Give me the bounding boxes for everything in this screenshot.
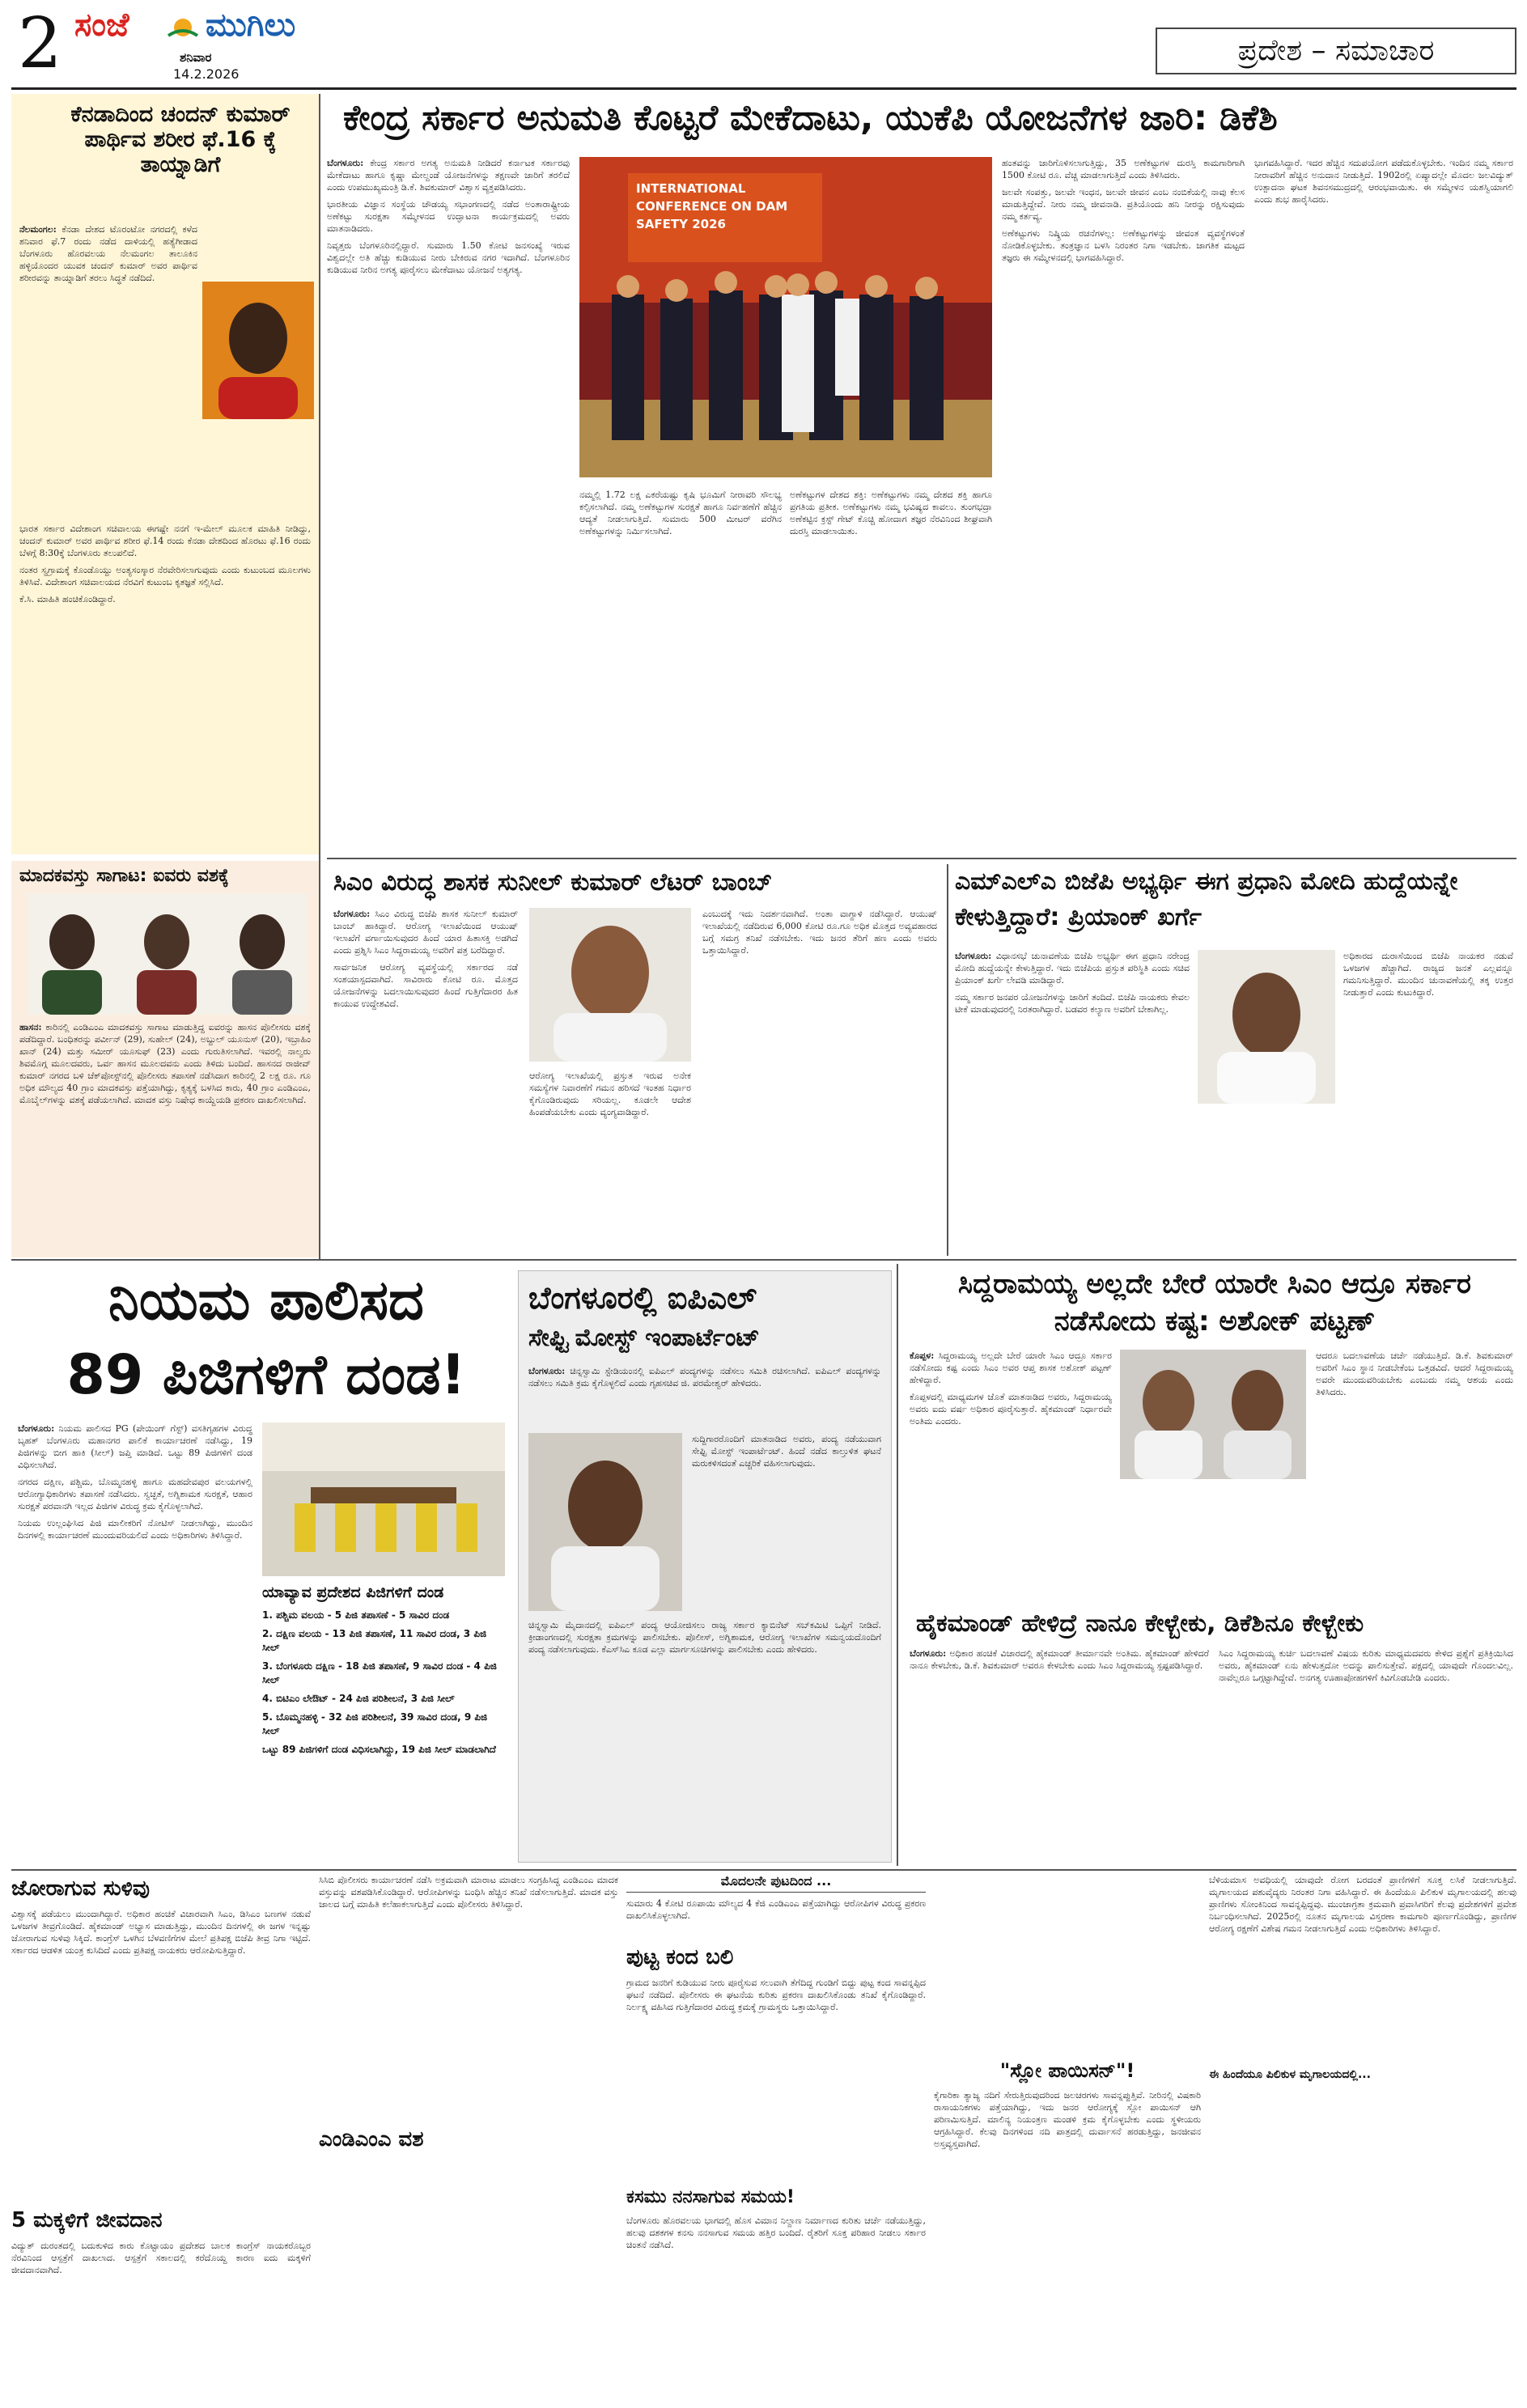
brief-headline: 5 ಮಕ್ಕಳಿಗೆ ಜೀವದಾನ xyxy=(11,2207,163,2232)
pg-headline-line1: ನಿಯಮ ಪಾಲಿಸದ xyxy=(108,1269,424,1333)
left-mid-headline: ಮಾದಕವಸ್ತು ಸಾಗಾಟ: ಐವರು ವಶಕ್ಕೆ xyxy=(19,866,229,886)
brief-body: ಬೆಳಿಯಮಾಸ ಅವಧಿಯಲ್ಲಿ ಯಾವುದೇ ರೋಗ ಬರದಂತೆ ಪ್ರಾಣಿಗಳಿಗೆ ಸೂಕ್ತ ಲಸಿಕೆ ನೀಡಲಾಗುತ್ತಿದೆ. ಮೃಗಾಲಯದ ಪಶುವೈದ್ಯರು ನಿರಂತರ ನಿಗಾ ವಹಿಸಿದ್ದಾರೆ. ಈ ಹಿಂದೆಯೂ ಪಿಲಿಕುಳ ಮೃಗಾಲಯದಲ್ಲಿ ಹಲವು ಪ್ರಾಣಿಗಳು ಸೋಂಕಿನಿಂದ ಸಾವನ್ನಪ್ಪಿದ್ದವು. ಮುಂಜಾಗ್ರತಾ ಕ್ರಮವಾಗಿ ಪ್ರವಾಸಿಗರಿಗೆ ಕೆಲವು ಪ್ರದೇಶಗಳಿಗೆ ಪ್ರವೇಶ ನಿರ್ಬಂಧಿಸಲಾಗಿದೆ. 2025ರಲ್ಲಿ ನೂತನ ಮೃಗಾಲಯ ವಿಸ್ತರಣಾ ಕಾಮಗಾರಿ ಪೂರ್ಣಗೊಂಡಿದ್ದು, ಪ್ರಾಣಿಗಳ ಆರೋಗ್ಯ ರಕ್ಷಣೆಗೆ ವಿಶೇಷ ಗಮನ ನೀಡಲಾಗುತ್ತಿದೆ ಎಂದು ಅಧಿಕಾರಿಗಳು ತಿಳಿಸಿದ್ದಾರೆ. xyxy=(1209,1875,1516,1934)
cm-letter-col-1: ಬೆಂಗಳೂರು: ಸಿಎಂ ವಿರುದ್ಧ ಬಿಜೆಪಿ ಶಾಸಕ ಸುನೀಲ್ ಕುಮಾರ್ ಬಾಂಬ್ ಹಾಕಿದ್ದಾರೆ. ಆರೋಗ್ಯ ಇಲಾಖೆಯಿಂದ ಆಯುಷ್ ಇಲಾಖೆಗೆ ವರ್ಗಾಯಿಸುವುದರ ಹಿಂದೆ ಯಾರ ಹಿತಾಸಕ್ತಿ ಅಡಗಿದೆ ಎಂದು ಪ್ರಶ್ನಿಸಿ ಸಿಎಂ ಸಿದ್ದರಾಮಯ್ಯ ಅವರಿಗೆ ಪತ್ರ ಬರೆದಿದ್ದಾರೆ. ಸಾರ್ವಜನಿಕ ಆರೋಗ್ಯ ವ್ಯವಸ್ಥೆಯಲ್ಲಿ ಸರ್ಕಾರದ ನಡೆ ಸಂಶಯಾಸ್ಪದವಾಗಿದೆ. ಸಾವಿರಾರು ಕೋಟಿ ರೂ. ಮೊತ್ತದ ಯೋಜನೆಗಳನ್ನು ಬದಲಾಯಿಸುವುದರ ಹಿಂದೆ ಗುತ್ತಿಗೆದಾರರ ಹಿತ ಕಾಯುವ ಉದ್ದೇಶವಿದೆ. xyxy=(333,909,518,1009)
victim-photo xyxy=(202,282,314,419)
byline: ಕೆ.ಸಿ. ಮಾಹಿತಿ ಹಂಚಿಕೊಂಡಿದ್ದಾರೆ. xyxy=(19,594,116,604)
brief-headline: ಪುಟ್ಟ ಕಂದ ಬಲಿ xyxy=(626,1945,734,1970)
brief-body: ಬೆಂಗಳೂರು ಹೊರವಲಯ ಭಾಗದಲ್ಲಿ ಹೊಸ ವಿಮಾನ ನಿಲ್ದಾಣ ನಿರ್ಮಾಣದ ಕುರಿತು ಚರ್ಚೆ ನಡೆಯುತ್ತಿದ್ದು, ಹಲವು ದಶಕಗಳ ಕನಸು ನನಸಾಗುವ ಸಮಯ ಹತ್ತಿರ ಬಂದಿದೆ. ರೈತರಿಗೆ ಸೂಕ್ತ ಪರಿಹಾರ ನೀಡಲು ಸರ್ಕಾರ ಚಿಂತನೆ ನಡೆಸಿದೆ. xyxy=(626,2215,926,2250)
sun-icon xyxy=(165,11,201,40)
sunil-kumar-photo xyxy=(529,908,691,1062)
cm-letter-col-2: ಆರೋಗ್ಯ ಇಲಾಖೆಯಲ್ಲಿ ಪ್ರಸ್ತುತ ಇರುವ ಅನೇಕ ಸಮಸ್ಯೆಗಳ ನಿವಾರಣೆಗೆ ಗಮನ ಹರಿಸದೆ ಇಂತಹ ನಿರ್ಧಾರ ಕೈಗೊಂಡಿರುವುದು ಸರಿಯಲ್ಲ. ಕೂಡಲೇ ಆದೇಶ ಹಿಂಪಡೆಯಬೇಕು ಎಂದು ವ್ಯಂಗ್ಯವಾಡಿದ್ದಾರೆ. xyxy=(529,1070,691,1117)
list-item: 1. ಪಶ್ಚಿಮ ವಲಯ - 5 ಪಿಜಿ ತಪಾಸಣೆ - 5 ಸಾವಿರ ದಂಡ xyxy=(262,1609,450,1621)
brief-body: ಗ್ರಾಮದ ಜನರಿಗೆ ಕುಡಿಯುವ ನೀರು ಪೂರೈಸುವ ಸಲುವಾಗಿ ತೆಗೆದಿದ್ದ ಗುಂಡಿಗೆ ಬಿದ್ದು ಪುಟ್ಟ ಕಂದ ಸಾವನ್ನಪ್ಪಿದ ಘಟನೆ ನಡೆದಿದೆ. ಪೊಲೀಸರು ಈ ಘಟನೆಯ ಕುರಿತು ಪ್ರಕರಣ ದಾಖಲಿಸಿಕೊಂಡು ತನಿಖೆ ಕೈಗೊಂಡಿದ್ದಾರೆ. ನಿರ್ಲಕ್ಷ್ಯ ವಹಿಸಿದ ಗುತ್ತಿಗೆದಾರರ ವಿರುದ್ಧ ಕ್ರಮಕ್ಕೆ ಗ್ರಾಮಸ್ಥರು ಒತ್ತಾಯಿಸಿದ್ದಾರೆ. xyxy=(626,1978,926,2013)
lead-col-1: ಬೆಂಗಳೂರು: ಕೇಂದ್ರ ಸರ್ಕಾರ ಅಗತ್ಯ ಅನುಮತಿ ನೀಡಿದರೆ ಕರ್ನಾಟಕ ಸರ್ಕಾರವು ಮೇಕೆದಾಟು ಹಾಗೂ ಕೃಷ್ಣಾ ಮೇಲ್ದಂಡೆ ಯೋಜನೆಗಳನ್ನು ತಕ್ಷಣವೇ ಜಾರಿಗೆ ತರಲಿದೆ ಎಂದು ಉಪಮುಖ್ಯಮಂತ್ರಿ ಡಿ.ಕೆ. ಶಿವಕುಮಾರ್ ವಿಶ್ವಾಸ ವ್ಯಕ್ತಪಡಿಸಿದರು. ಭಾರತೀಯ ವಿಜ್ಞಾನ ಸಂಸ್ಥೆಯ ಚೌಡಯ್ಯ ಸಭಾಂಗಣದಲ್ಲಿ ನಡೆದ ಅಂತಾರಾಷ್ಟ್ರೀಯ ಅಣೆಕಟ್ಟು ಸುರಕ್ಷತಾ ಸಮ್ಮೇಳನದ ಉದ್ಘಾಟನಾ ಕಾರ್ಯಕ್ರಮದಲ್ಲಿ ಅವರು ಮಾತನಾಡಿದರು. ನಿವೃತ್ತರು ಬೆಂಗಳೂರಿನಲ್ಲಿದ್ದಾರೆ. ಸುಮಾರು 1.50 ಕೋಟಿ ಜನಸಂಖ್ಯೆ ಇರುವ ವಿಶ್ವದಲ್ಲೇ ಅತಿ ಹೆಚ್ಚು ಕುಡಿಯುವ ನೀರು ಬೇಕಿರುವ ನಗರ ಇದಾಗಿದೆ. ಬೆಂಗಳೂರಿನ ಕುಡಿಯುವ ನೀರಿನ ಅಗತ್ಯ ಪೂರೈಸಲು ಮೇಕೆದಾಟು ಯೋಜನೆ ಅತ್ಯಗತ್ಯ. xyxy=(327,158,570,275)
list-item: 2. ದಕ್ಷಿಣ ವಲಯ - 13 ಪಿಜಿ ತಪಾಸಣೆ, 11 ಸಾವಿರ ದಂಡ, 3 ಪಿಜಿ ಸೀಲ್ xyxy=(262,1627,487,1653)
brief-body: ಸುಮಾರು 4 ಕೋಟಿ ರೂಪಾಯಿ ಮೌಲ್ಯದ 4 ಕೆಜಿ ಎಂಡಿಎಂಎ ಪತ್ತೆಯಾಗಿದ್ದು ಆರೋಪಿಗಳ ವಿರುದ್ಧ ಪ್ರಕರಣ ದಾಖಲಿಸಿಕೊಳ್ಳಲಾಗಿದೆ. xyxy=(626,1898,926,1922)
cm-letter-story xyxy=(327,864,942,1256)
brief-body: ವಿದ್ಯುತ್ ದುರಂತದಲ್ಲಿ ಬದುಕುಳಿದ ಕಾರು ಕೊಟ್ಟಾಯಂ ಪ್ರದೇಶದ ಬಾಲಕ ಕಾಂಗ್ರೆಸ್ ನಾಯಕರೊಬ್ಬರ ನೆರವಿನಿಂದ ಆಸ್ಪತ್ರೆಗೆ ದಾಖಲಾದ. ಆಸ್ಪತ್ರೆಗೆ ಸಕಾಲದಲ್ಲಿ ಕರೆದೊಯ್ದ ಕಾರಣ ಐದು ಮಕ್ಕಳಿಗೆ ಜೀವದಾನವಾಗಿದೆ. xyxy=(11,2240,311,2275)
ipl-story xyxy=(518,1270,892,1863)
kharge-col-2: ಅಧಿಕಾರದ ದುರಾಸೆಯಿಂದ ಬಿಜೆಪಿ ನಾಯಕರ ನಡುವೆ ಒಳಜಗಳ ಹೆಚ್ಚಾಗಿದೆ. ರಾಜ್ಯದ ಜನತೆ ಎಲ್ಲವನ್ನೂ ಗಮನಿಸುತ್ತಿದ್ದಾರೆ. ಮುಂದಿನ ಚುನಾವಣೆಯಲ್ಲಿ ತಕ್ಕ ಉತ್ತರ ನೀಡುತ್ತಾರೆ ಎಂದು ಕುಟುಕಿದ್ದಾರೆ. xyxy=(1343,951,1513,998)
ashok-photo xyxy=(1120,1350,1306,1479)
ipl-headline-line2: ಸೇಫ್ಟಿ ಮೋಸ್ಟ್ ಇಂಪಾರ್ಟೆಂಟ್ xyxy=(528,1324,760,1352)
list-item: 5. ಬೊಮ್ಮನಹಳ್ಳಿ - 32 ಪಿಜಿ ಪರಿಶೀಲನೆ, 39 ಸಾವಿರ ದಂಡ, 9 ಪಿಜಿ ಸೀಲ್ xyxy=(262,1711,488,1736)
brief-col-4 xyxy=(934,1874,1201,2400)
dateline: ನೆಲಮಂಗಲ: xyxy=(19,224,57,235)
brief-label: ಮೊದಲನೇ ಪುಟದಿಂದ ... xyxy=(626,1874,926,1893)
left-mid-body: ಹಾಸನ: ಕಾರಿನಲ್ಲಿ ಎಂಡಿಎಂಎ ಮಾದಕವಸ್ತು ಸಾಗಾಟ ಮಾಡುತ್ತಿದ್ದ ಐವರನ್ನು ಹಾಸನ ಪೊಲೀಸರು ವಶಕ್ಕೆ ಪಡೆದಿದ್ದಾರೆ. ಬಂಧಿತರನ್ನು ಪರ್ವೀನ್ (29), ಸುಹೇಲ್ (24), ಅಬ್ದುಲ್ ಯೂನುಸ್ (20), ಇಬ್ರಾಹಿಂ ಖಾನ್ (24) ಮತ್ತು ಸಮೀರ್ ಯೂಸುಫ್ (23) ಎಂದು ಗುರುತಿಸಲಾಗಿದೆ. ಇವರಲ್ಲಿ ನಾಲ್ವರು ಶಿವಮೊಗ್ಗ ಮೂಲದವರು, ಒರ್ವ ಹಾಸನ ಮೂಲದವನು ಎಂದು ತಿಳಿದು ಬಂದಿದೆ. ಹಾಸನದ ರಾಜೀವ್ ಕುಮಾರ್ ನಗರದ ಬಳಿ ಚೆಕ್‌ಪೋಸ್ಟ್‌ನಲ್ಲಿ ಪೊಲೀಸರು ತಪಾಸಣೆ ನಡೆಸಿದಾಗ ಕಾರಿನಲ್ಲಿ 2 ಲಕ್ಷ ರೂ. ಗೂ ಅಧಿಕ ಮೌಲ್ಯದ 40 ಗ್ರಾಂ ಮಾದಕವಸ್ತು ಪತ್ತೆಯಾಗಿದ್ದು, ಕೃತ್ಯಕ್ಕೆ ಬಳಸಿದ ಕಾರು, 40 ಗ್ರಾಂ ಎಂಡಿಎಂಎ, ಮೊಬೈಲ್‌ಗಳನ್ನು ವಶಕ್ಕೆ ಪಡೆಯಲಾಗಿದೆ. ಮಾದಕ ವಸ್ತು ನಿಷೇಧ ಕಾಯ್ದೆಯಡಿ ಪ್ರಕರಣ ದಾಖಲಿಸಲಾಗಿದೆ. xyxy=(19,1022,311,1105)
brief-body: ವಿಶ್ವಾಸಕ್ಕೆ ಪಡೆಯಲು ಮುಂದಾಗಿದ್ದಾರೆ. ಅಧಿಕಾರ ಹಂಚಿಕೆ ವಿಚಾರವಾಗಿ ಸಿಎಂ, ಡಿಸಿಎಂ ಬಣಗಳ ನಡುವೆ ಒಳಜಗಳ ತೀವ್ರಗೊಂಡಿದೆ. ಹೈಕಮಾಂಡ್ ಅಭ್ಯಾಸ ಮಾಡುತ್ತಿದ್ದು, ಮುಂದಿನ ದಿನಗಳಲ್ಲಿ ಈ ಜಗಳ ಇನ್ನಷ್ಟು ಜೋರಾಗುವ ಸುಳಿವು ಸಿಕ್ಕಿದೆ. ಕಾಂಗ್ರೆಸ್ ಒಳಗಿನ ಬೆಳವಣಿಗೆಗಳ ಮೇಲೆ ಪ್ರತಿಪಕ್ಷ ಬಿಜೆಪಿ ತೀವ್ರ ನಿಗಾ ಇಟ್ಟಿದೆ. ಸರ್ಕಾರದ ಆಡಳಿತ ಯಂತ್ರ ಕುಸಿದಿದೆ ಎಂದು ಪ್ರತಿಪಕ್ಷ ನಾಯಕರು ಆರೋಪಿಸುತ್ತಿದ್ದಾರೆ. xyxy=(11,1908,311,1956)
brief-col-3 xyxy=(626,1874,926,2400)
ipl-col-2: ಸುದ್ದಿಗಾರರೊಂದಿಗೆ ಮಾತನಾಡಿದ ಅವರು, ಪಂದ್ಯ ನಡೆಯುವಾಗ ಸೇಫ್ಟಿ ಮೋಸ್ಟ್ ಇಂಪಾರ್ಟೆಂಟ್. ಹಿಂದೆ ನಡೆದ ಕಾಲ್ತುಳಿತ ಘಟನೆ ಮರುಕಳಿಸದಂತೆ ಎಚ್ಚರಿಕೆ ವಹಿಸಲಾಗುವುದು. xyxy=(692,1434,881,1469)
masthead xyxy=(0,0,1527,87)
brief-headline: ಎಂಡಿಎಂಎ ವಶ xyxy=(319,2127,424,2152)
lead-story xyxy=(327,94,1516,854)
pg-room-photo xyxy=(262,1422,505,1576)
kharge-headline: ಎಮ್‌ಎಲ್‌ಎ ಬಿಜೆಪಿ ಅಭ್ಯರ್ಥಿ ಈಗ ಪ್ರಧಾನಿ ಮೋದಿ ಹುದ್ದೆಯನ್ನೇ ಕೇಳುತ್ತಿದ್ದಾರೆ: ಪ್ರಿಯಾಂಕ್ ಖರ್ಗೆ xyxy=(955,867,1458,931)
brief-continuation: ಸಿಸಿಬಿ ಪೊಲೀಸರು ಕಾರ್ಯಾಚರಣೆ ನಡೆಸಿ ಅಕ್ರಮವಾಗಿ ಮಾರಾಟ ಮಾಡಲು ಸಂಗ್ರಹಿಸಿದ್ದ ಎಂಡಿಎಂಎ ಮಾದಕ ವಸ್ತುವನ್ನು ವಶಪಡಿಸಿಕೊಂಡಿದ್ದಾರೆ. ಆರೋಪಿಗಳನ್ನು ಬಂಧಿಸಿ ಹೆಚ್ಚಿನ ತನಿಖೆ ನಡೆಸಲಾಗುತ್ತಿದೆ. ಮಾದಕ ವಸ್ತು ಜಾಲದ ಬಗ್ಗೆ ಮಾಹಿತಿ ಕಲೆಹಾಕಲಾಗುತ್ತಿದೆ ಎಂದು ಪೊಲೀಸರು ತಿಳಿಸಿದ್ದಾರೆ. xyxy=(319,1875,618,1910)
cm-letter-col-3: ಎಂಬುದಕ್ಕೆ ಇದು ನಿದರ್ಶನವಾಗಿದೆ. ಅಂತಾ ವಾಗ್ದಾಳಿ ನಡೆಸಿದ್ದಾರೆ. ಆಯುಷ್ ಇಲಾಖೆಯಲ್ಲಿ ನಡೆದಿರುವ 6,000 ಕೋಟಿ ರೂ.ಗೂ ಅಧಿಕ ಮೊತ್ತದ ಅವ್ಯವಹಾರದ ಬಗ್ಗೆ ಸಮಗ್ರ ತನಿಖೆ ನಡೆಸಬೇಕು. ಇದು ಜನರ ತೆರಿಗೆ ಹಣ ಎಂದು ಅವರು ಒತ್ತಾಯಿಸಿದ್ದಾರೆ. xyxy=(702,909,937,956)
lead-col-4: ಹಂತವನ್ನು ಜಾರಿಗೊಳಿಸಲಾಗುತ್ತಿದ್ದು, 35 ಅಣೆಕಟ್ಟುಗಳ ದುರಸ್ತಿ ಕಾಮಗಾರಿಗಾಗಿ 1500 ಕೋಟಿ ರೂ. ವೆಚ್ಚ ಮಾಡಲಾಗುತ್ತಿದೆ ಎಂದು ತಿಳಿಸಿದರು. ಜಲವೇ ಸಂಪತ್ತು, ಜಲವೇ ಇಂಧನ, ಜಲವೇ ಜೀವನ ಎಂಬ ನಂಬಿಕೆಯಲ್ಲಿ ನಾವು ಕೆಲಸ ಮಾಡುತ್ತಿದ್ದೇವೆ. ನೀರು ನಮ್ಮ ಜೀವನಾಡಿ. ಪ್ರತಿಯೊಂದು ಹನಿ ನೀರನ್ನು ರಕ್ಷಿಸುವುದು ನಮ್ಮ ಕರ್ತವ್ಯ. ಅಣೆಕಟ್ಟುಗಳು ನಿಷ್ಕ್ರಿಯ ರಚನೆಗಳಲ್ಲ: ಅಣೆಕಟ್ಟುಗಳನ್ನು ಜೀವಂತ ವ್ಯವಸ್ಥೆಗಳಂತೆ ನೋಡಿಕೊಳ್ಳಬೇಕು. ತಂತ್ರಜ್ಞಾನ ಬಳಸಿ ನಿರಂತರ ನಿಗಾ ಇಡಬೇಕು. ಜಾಗತಿಕ ಮಟ್ಟದ ತಜ್ಞರು ಈ ಸಮ್ಮೇಳನದಲ್ಲಿ ಭಾಗವಹಿಸಿದ್ದಾರೆ. xyxy=(1002,158,1245,263)
section-title: ಪ್ರದೇಶ – ಸಮಾಚಾರ xyxy=(1156,28,1516,74)
ashok-col-1: ಕೊಪ್ಪಳ: ಸಿದ್ದರಾಮಯ್ಯ ಅಲ್ಲದೇ ಬೇರೆ ಯಾರೇ ಸಿಎಂ ಆದ್ರೂ ಸರ್ಕಾರ ನಡೆಸೋದು ಕಷ್ಟ ಎಂದು ಸಿಎಂ ಅವರ ಆಪ್ತ ಶಾಸಕ ಅಶೋಕ್ ಪಟ್ಟಣ್ ಹೇಳಿದ್ದಾರೆ. ಕೊಪ್ಪಳದಲ್ಲಿ ಮಾಧ್ಯಮಗಳ ಜೊತೆ ಮಾತನಾಡಿದ ಅವರು, ಸಿದ್ದರಾಮಯ್ಯ ಅವರು ಐದು ವರ್ಷ ಅಧಿಕಾರ ಪೂರೈಸುತ್ತಾರೆ. ಹೈಕಮಾಂಡ್ ನಿರ್ಧಾರವೇ ಅಂತಿಮ ಎಂದರು. xyxy=(910,1350,1112,1427)
hicommand-col-1: ಬೆಂಗಳೂರು: ಅಧಿಕಾರ ಹಂಚಿಕೆ ವಿಚಾರದಲ್ಲಿ ಹೈಕಮಾಂಡ್ ತೀರ್ಮಾನವೇ ಅಂತಿಮ. ಹೈಕಮಾಂಡ್ ಹೇಳಿದರೆ ನಾನೂ ಕೇಳಬೇಕು, ಡಿ.ಕೆ. ಶಿವಕುಮಾರ್ ಅವರೂ ಕೇಳಬೇಕು ಎಂದು ಸಿಎಂ ಸಿದ್ದರಾಮಯ್ಯ ಸ್ಪಷ್ಟಪಡಿಸಿದ್ದಾರೆ. xyxy=(910,1648,1209,1671)
row3-rule xyxy=(11,1869,1516,1871)
lead-bottom-rule xyxy=(327,858,1516,859)
paper-logo xyxy=(74,6,325,55)
list-item: 3. ಬೆಂಗಳೂರು ದಕ್ಷಿಣ - 18 ಪಿಜಿ ತಪಾಸಣೆ, 9 ಸಾವಿರ ದಂಡ - 4 ಪಿಜಿ ಸೀಲ್ xyxy=(262,1660,497,1685)
pg-list xyxy=(262,1609,505,1738)
brief-body: ಕೈಗಾರಿಕಾ ತ್ಯಾಜ್ಯ ನದಿಗೆ ಸೇರುತ್ತಿರುವುದರಿಂದ ಜಲಚರಗಳು ಸಾವನ್ನಪ್ಪುತ್ತಿವೆ. ನೀರಿನಲ್ಲಿ ವಿಷಕಾರಿ ರಾಸಾಯನಿಕಗಳು ಪತ್ತೆಯಾಗಿದ್ದು, ಇದು ಜನರ ಆರೋಗ್ಯಕ್ಕೆ ಸ್ಲೋ ಪಾಯಿಸನ್ ಆಗಿ ಪರಿಣಮಿಸುತ್ತಿದೆ. ಮಾಲಿನ್ಯ ನಿಯಂತ್ರಣ ಮಂಡಳಿ ಕ್ರಮ ಕೈಗೊಳ್ಳಬೇಕು ಎಂದು ಸ್ಥಳೀಯರು ಆಗ್ರಹಿಸಿದ್ದಾರೆ. ಕೆಲವು ದಿನಗಳಿಂದ ನದಿ ಪಾತ್ರದಲ್ಲಿ ದುರ್ವಾಸನೆ ಹರಡುತ್ತಿದ್ದು, ಜನಜೀವನ ಅಸ್ತವ್ಯಸ್ತವಾಗಿದೆ. xyxy=(934,2089,1201,2149)
brief-headline: ಕಸಮು ನನಸಾಗುವ ಸಮಯ! xyxy=(626,2187,795,2208)
brief-col-2 xyxy=(319,1874,618,2400)
pg-list-title: ಯಾವ್ಯಾವ ಪ್ರದೇಶದ ಪಿಜಿಗಳಿಗೆ ದಂಡ xyxy=(262,1583,444,1601)
parameshwar-photo xyxy=(528,1433,682,1611)
page-number: 2 xyxy=(18,3,62,84)
ipl-col-1: ಬೆಂಗಳೂರು: ಚಿನ್ನಸ್ವಾಮಿ ಸ್ಟೇಡಿಯಂನಲ್ಲಿ ಐಪಿಎಲ್ ಪಂದ್ಯಗಳನ್ನು ನಡೆಸಲು ಸಮಿತಿ ರಚಿಸಲಾಗಿದೆ. ಐಪಿಎಲ್ ಪಂದ್ಯಗಳನ್ನು ನಡೆಸಲು ಸಮಿತಿ ಕ್ರಮ ಕೈಗೊಳ್ಳಲಿದೆ ಎಂದು ಗೃಹಸಚಿವ ಜಿ. ಪರಮೇಶ್ವರ್ ಹೇಳಿದರು. xyxy=(528,1366,881,1388)
lead-col-2: ನಮ್ಮಲ್ಲಿ 1.72 ಲಕ್ಷ ಎಕರೆಯಷ್ಟು ಕೃಷಿ ಭೂಮಿಗೆ ನೀರಾವರಿ ಸೌಲಭ್ಯ ಕಲ್ಪಿಸಲಾಗಿದೆ. ನಮ್ಮ ಅಣೆಕಟ್ಟುಗಳ ಸುರಕ್ಷತೆ ಹಾಗೂ ನಿರ್ವಹಣೆಗೆ ಹೆಚ್ಚಿನ ಆದ್ಯತೆ ನೀಡಲಾಗುತ್ತಿದೆ. ಸುಮಾರು 500 ಮೀಟರ್ ವರೆಗಿನ ಅಣೆಕಟ್ಟುಗಳನ್ನು ನಿರ್ಮಿಸಲಾಗಿದೆ. xyxy=(579,490,782,536)
kharge-col-1: ಬೆಂಗಳೂರು: ವಿಧಾನಸಭೆ ಚುನಾವಣೆಯ ಬಿಜೆಪಿ ಅಭ್ಯರ್ಥಿ ಈಗ ಪ್ರಧಾನಿ ನರೇಂದ್ರ ಮೋದಿ ಹುದ್ದೆಯನ್ನೇ ಕೇಳುತ್ತಿದ್ದಾರೆ. ಇದು ಬಿಜೆಪಿಯ ಪ್ರಸ್ತುತ ಪರಿಸ್ಥಿತಿ ಎಂದು ಸಚಿವ ಪ್ರಿಯಾಂಕ್ ಖರ್ಗೆ ಲೇವಡಿ ಮಾಡಿದ್ದಾರೆ. ನಮ್ಮ ಸರ್ಕಾರ ಜನಪರ ಯೋಜನೆಗಳನ್ನು ಜಾರಿಗೆ ತಂದಿದೆ. ಬಿಜೆಪಿ ನಾಯಕರು ಕೇವಲ ಟೀಕೆ ಮಾಡುವುದರಲ್ಲಿ ನಿರತರಾಗಿದ್ದಾರೆ. ಬಡವರ ಕಲ್ಯಾಣ ಅವರಿಗೆ ಬೇಕಾಗಿಲ್ಲ. xyxy=(955,951,1190,1015)
ipl-headline-line1: ಬೆಂಗಳೂರಲ್ಲಿ ಐಪಿಎಲ್ xyxy=(528,1280,757,1316)
list-item: 4. ಬಿಟಿಎಂ ಲೇಔಟ್ - 24 ಪಿಜಿ ಪರಿಶೀಲನೆ, 3 ಪಿಜಿ ಸೀಲ್ xyxy=(262,1692,455,1704)
hicommand-col-2: ಸಿಎಂ ಸಿದ್ದರಾಮಯ್ಯ ಕುರ್ಚಿ ಬದಲಾವಣೆ ವಿಷಯ ಕುರಿತು ಮಾಧ್ಯಮದವರು ಕೇಳಿದ ಪ್ರಶ್ನೆಗೆ ಪ್ರತಿಕ್ರಿಯಿಸಿದ ಅವರು, ಹೈಕಮಾಂಡ್ ಏನು ಹೇಳುತ್ತದೋ ಅದನ್ನು ಪಾಲಿಸುತ್ತೇವೆ. ಪಕ್ಷದಲ್ಲಿ ಯಾವುದೇ ಗೊಂದಲವಿಲ್ಲ. ನಾವೆಲ್ಲರೂ ಒಗ್ಗಟ್ಟಾಗಿದ್ದೇವೆ. ಅನಗತ್ಯ ಊಹಾಪೋಹಗಳಿಗೆ ಕಿವಿಗೊಡಬೇಡಿ ಎಂದರು. xyxy=(1219,1648,1513,1683)
pg-story xyxy=(11,1264,513,1866)
ipl-col-3: ಚಿನ್ನಸ್ವಾಮಿ ಮೈದಾನದಲ್ಲಿ ಐಪಿಎಲ್ ಪಂದ್ಯ ಆಯೋಜಿಸಲು ರಾಜ್ಯ ಸರ್ಕಾರ ಕ್ಯಾಬಿನೆಟ್ ಸಬ್‌ಕಮಿಟಿ ಒಪ್ಪಿಗೆ ನೀಡಿದೆ. ಕ್ರೀಡಾಂಗಣದಲ್ಲಿ ಸುರಕ್ಷತಾ ಕ್ರಮಗಳನ್ನು ಪಾಲಿಸಬೇಕು. ಪೊಲೀಸ್, ಅಗ್ನಿಶಾಮಕ, ಆರೋಗ್ಯ ಇಲಾಖೆಗಳ ಸಮನ್ವಯದೊಂದಿಗೆ ಪಂದ್ಯ ನಡೆಸಲಾಗುವುದು. ಕೆಎಸ್‌ಸಿಎ ಕೂಡ ಎಲ್ಲಾ ಮಾರ್ಗಸೂಚಿಗಳನ್ನು ಪಾಲಿಸಬೇಕು ಎಂದು ಹೇಳಿದರು. xyxy=(528,1620,881,1655)
left-top-body-2 xyxy=(19,523,311,822)
paper-name-left: ಸಂಜೆ xyxy=(74,6,129,44)
cm-letter-headline: ಸಿಎಂ ವಿರುದ್ಧ ಶಾಸಕ ಸುನೀಲ್ ಕುಮಾರ್ ಲೆಟರ್ ಬಾಂಬ್ xyxy=(333,868,773,897)
left-top-p1: ಕೆನಡಾ ದೇಶದ ಟೊರಂಟೋ ನಗರದಲ್ಲಿ ಕಳೆದ ಶನಿವಾರ ಫೆ.7 ರಂದು ನಡೆದ ದಾಳಿಯಲ್ಲಿ ಹತ್ಯೆಗೀಡಾದ ಬೆಂಗಳೂರು ಹೊರವಲಯ ನೆಲಮಂಗಲ ತಾಲೂಕಿನ ಹಳ್ಳಿಯೊಂದರ ಯುವಕ ಚಂದನ್ ಕುಮಾರ್ ಅವರ ಪಾರ್ಥಿವ ಶರೀರವನ್ನು ತಾಯ್ನಾಡಿಗೆ ತರಲು ಸಿದ್ಧತೆ ನಡೆದಿದೆ. xyxy=(19,224,197,283)
left-top-p3: ನಂತರ ಸ್ವಗ್ರಾಮಕ್ಕೆ ಕೊಂಡೊಯ್ದು ಅಂತ್ಯಸಂಸ್ಕಾರ ನೆರವೇರಿಸಲಾಗುವುದು ಎಂದು ಕುಟುಂಬದ ಮೂಲಗಳು ತಿಳಿಸಿವೆ. ವಿದೇಶಾಂಗ ಸಚಿವಾಲಯದ ನೆರವಿಗೆ ಕುಟುಂಬ ಕೃತಜ್ಞತೆ ಸಲ್ಲಿಸಿದೆ. xyxy=(19,565,311,587)
kharge-story xyxy=(955,864,1516,1256)
masthead-rule xyxy=(11,87,1516,90)
pg-list-footer: ಒಟ್ಟು 89 ಪಿಜಿಗಳಿಗೆ ದಂಡ ವಿಧಿಸಲಾಗಿದ್ದು, 19 ಪಿಜಿ ಸೀಲ್ ಮಾಡಲಾಗಿದೆ xyxy=(262,1743,496,1755)
mid-rule-2 xyxy=(897,1264,898,1866)
accused-photos xyxy=(28,893,307,1015)
pg-col-1: ಬೆಂಗಳೂರು: ನಿಯಮ ಪಾಲಿಸದ PG (ಪೇಯಿಂಗ್ ಗೆಸ್ಟ್) ವಸತಿಗೃಹಗಳ ವಿರುದ್ಧ ಬೃಹತ್ ಬೆಂಗಳೂರು ಮಹಾನಗರ ಪಾಲಿಕೆ ಕಾರ್ಯಾಚರಣೆ ನಡೆಸಿದ್ದು, 19 ಪಿಜಿಗಳನ್ನು ಬೀಗ ಹಾಕಿ (ಸೀಲ್) ಜಪ್ತಿ ಮಾಡಿದೆ. ಒಟ್ಟು 89 ಪಿಜಿಗಳಿಗೆ ದಂಡ ವಿಧಿಸಲಾಗಿದೆ. ನಗರದ ದಕ್ಷಿಣ, ಪಶ್ಚಿಮ, ಬೊಮ್ಮನಹಳ್ಳಿ ಹಾಗೂ ಮಹದೇವಪುರ ವಲಯಗಳಲ್ಲಿ ಆರೋಗ್ಯಾಧಿಕಾರಿಗಳು ತಪಾಸಣೆ ನಡೆಸಿದರು. ಸ್ವಚ್ಛತೆ, ಅಗ್ನಿಶಾಮಕ ಸುರಕ್ಷತೆ, ಆಹಾರ ಸುರಕ್ಷತೆ ಪರವಾನಗಿ ಇಲ್ಲದ ಪಿಜಿಗಳ ವಿರುದ್ಧ ಕ್ರಮ ಕೈಗೊಳ್ಳಲಾಗಿದೆ. ನಿಯಮ ಉಲ್ಲಂಘಿಸಿದ ಪಿಜಿ ಮಾಲೀಕರಿಗೆ ನೋಟಿಸ್ ನೀಡಲಾಗಿದ್ದು, ಮುಂದಿನ ದಿನಗಳಲ್ಲಿ ಕಾರ್ಯಾಚರಣೆ ಮುಂದುವರಿಯಲಿದೆ ಎಂದು ಅಧಿಕಾರಿಗಳು ತಿಳಿಸಿದ್ದಾರೆ. xyxy=(18,1423,252,1541)
conference-photo xyxy=(579,157,992,477)
left-mid-story xyxy=(11,861,319,1257)
lead-col-5: ಭಾಗವಹಿಸಿದ್ದಾರೆ. ಇದರ ಹೆಚ್ಚಿನ ಸದುಪಯೋಗ ಪಡೆದುಕೊಳ್ಳಬೇಕು. ಇಂದಿನ ನಮ್ಮ ಸರ್ಕಾರ ನೀರಾವರಿಗೆ ಹೆಚ್ಚಿನ ಅನುದಾನ ನೀಡುತ್ತಿದೆ. 1902ರಲ್ಲಿ ಏಷ್ಯಾದಲ್ಲೇ ಮೊದಲ ಜಲವಿದ್ಯುತ್ ಉತ್ಪಾದನಾ ಘಟಕ ಶಿವನಸಮುದ್ರದಲ್ಲಿ ಆರಂಭವಾಯಿತು. ಈ ಸಮ್ಮೇಳನ ಯಶಸ್ವಿಯಾಗಲಿ ಎಂದು ಶುಭ ಹಾರೈಸಿದರು. xyxy=(1254,158,1513,205)
kharge-photo xyxy=(1198,950,1335,1104)
brief-headline: "ಸ್ಲೋ ಪಾಯಿಸನ್"! xyxy=(999,2059,1135,2082)
left-top-story xyxy=(11,94,319,854)
photo-banner-text: INTERNATIONAL CONFERENCE ON DAM SAFETY 2026 xyxy=(636,181,788,231)
brief-headline: ಈ ಹಿಂದೆಯೂ ಪಿಲಿಕುಳ ಮೃಗಾಲಯದಲ್ಲಿ... xyxy=(1209,2068,1371,2081)
brief-col-1 xyxy=(11,1874,311,2400)
hicommand-story xyxy=(903,1607,1516,1864)
left-top-headline: ಕೆನಡಾದಿಂದ ಚಂದನ್ ಕುಮಾರ್ ಪಾರ್ಥಿವ ಶರೀರ ಫೆ.16 ಕ್ಕೆ ತಾಯ್ನಾಡಿಗೆ xyxy=(70,102,291,178)
pg-headline-line2: 89 ಪಿಜಿಗಳಿಗೆ ದಂಡ! xyxy=(66,1343,466,1407)
hicommand-headline: ಹೈಕಮಾಂಡ್ ಹೇಳಿದ್ರೆ ನಾನೂ ಕೇಳ್ಬೇಕು, ಡಿಕೆಶಿನೂ ಕೇಳ್ಬೇಕು xyxy=(916,1609,1364,1638)
left-rule xyxy=(319,94,320,1259)
brief-headline: ಜೋರಾಗುವ ಸುಳಿವು xyxy=(11,1876,151,1901)
ashok-story xyxy=(903,1264,1516,1604)
mid-rule xyxy=(947,864,948,1256)
left-top-body xyxy=(19,223,197,515)
paper-name-right: ಮುಗಿಲು xyxy=(206,6,296,44)
issue-date: 14.2.2026 xyxy=(173,66,240,82)
ashok-headline: ಸಿದ್ದರಾಮಯ್ಯ ಅಲ್ಲದೇ ಬೇರೆ ಯಾರೇ ಸಿಎಂ ಆದ್ರೂ ಸರ್ಕಾರ ನಡೆಸೋದು ಕಷ್ಟ: ಅಶೋಕ್ ಪಟ್ಟಣ್ xyxy=(958,1268,1471,1338)
lead-col-3: ಅಣೆಕಟ್ಟುಗಳ ದೇಶದ ಶಕ್ತಿ: ಅಣೆಕಟ್ಟುಗಳು ನಮ್ಮ ದೇಶದ ಶಕ್ತಿ ಹಾಗೂ ಪ್ರಗತಿಯ ಪ್ರತೀಕ. ಅಣೆಕಟ್ಟುಗಳು ನಮ್ಮ ಭವಿಷ್ಯದ ಕಾವಲು. ತುಂಗಭದ್ರಾ ಅಣೆಕಟ್ಟಿನ ಕ್ರಸ್ಟ್ ಗೇಟ್ ಕೊಚ್ಚಿ ಹೋದಾಗ ತಜ್ಞರ ನೆರವಿನಿಂದ ಶೀಘ್ರವಾಗಿ ದುರಸ್ತಿ ಮಾಡಲಾಯಿತು. xyxy=(790,490,992,536)
lead-headline: ಕೇಂದ್ರ ಸರ್ಕಾರ ಅನುಮತಿ ಕೊಟ್ಟರೆ ಮೇಕೆದಾಟು, ಯುಕೆಪಿ ಯೋಜನೆಗಳ ಜಾರಿ: ಡಿಕೆಶಿ xyxy=(343,98,1278,138)
left-top-p2: ಭಾರತ ಸರ್ಕಾರ ವಿದೇಶಾಂಗ ಸಚಿವಾಲಯ ಈಗಷ್ಟೇ ನನಗೆ ಇ-ಮೇಲ್ ಮೂಲಕ ಮಾಹಿತಿ ನೀಡಿದ್ದು, ಚಂದನ್ ಕುಮಾರ್ ಅವರ ಪಾರ್ಥಿವ ಶರೀರ ಫೆ.14 ರಂದು ಕೆನಡಾ ದೇಶದಿಂದ ಹೊರಟು ಫೆ.16 ರಂದು ಬೆಳಗ್ಗೆ 8:30ಕ್ಕೆ ಬೆಂಗಳೂರು ತಲುಪಲಿದೆ. xyxy=(19,524,311,558)
ashok-col-2: ಆದರೂ ಬದಲಾವಣೆಯ ಚರ್ಚೆ ನಡೆಯುತ್ತಿದೆ. ಡಿ.ಕೆ. ಶಿವಕುಮಾರ್ ಅವರಿಗೆ ಸಿಎಂ ಸ್ಥಾನ ನೀಡಬೇಕೆಂಬ ಒತ್ತಡವಿದೆ. ಆದರೆ ಸಿದ್ದರಾಮಯ್ಯ ಅವರೇ ಮುಂದುವರಿಯಬೇಕು ಎಂಬುದು ನಮ್ಮ ಆಶಯ ಎಂದು ತಿಳಿಸಿದರು. xyxy=(1316,1350,1513,1397)
row2-rule xyxy=(11,1259,1516,1261)
pg-list-box xyxy=(262,1584,505,1859)
brief-col-5 xyxy=(1209,1874,1516,2400)
issue-day: ಶನಿವಾರ xyxy=(180,50,212,65)
